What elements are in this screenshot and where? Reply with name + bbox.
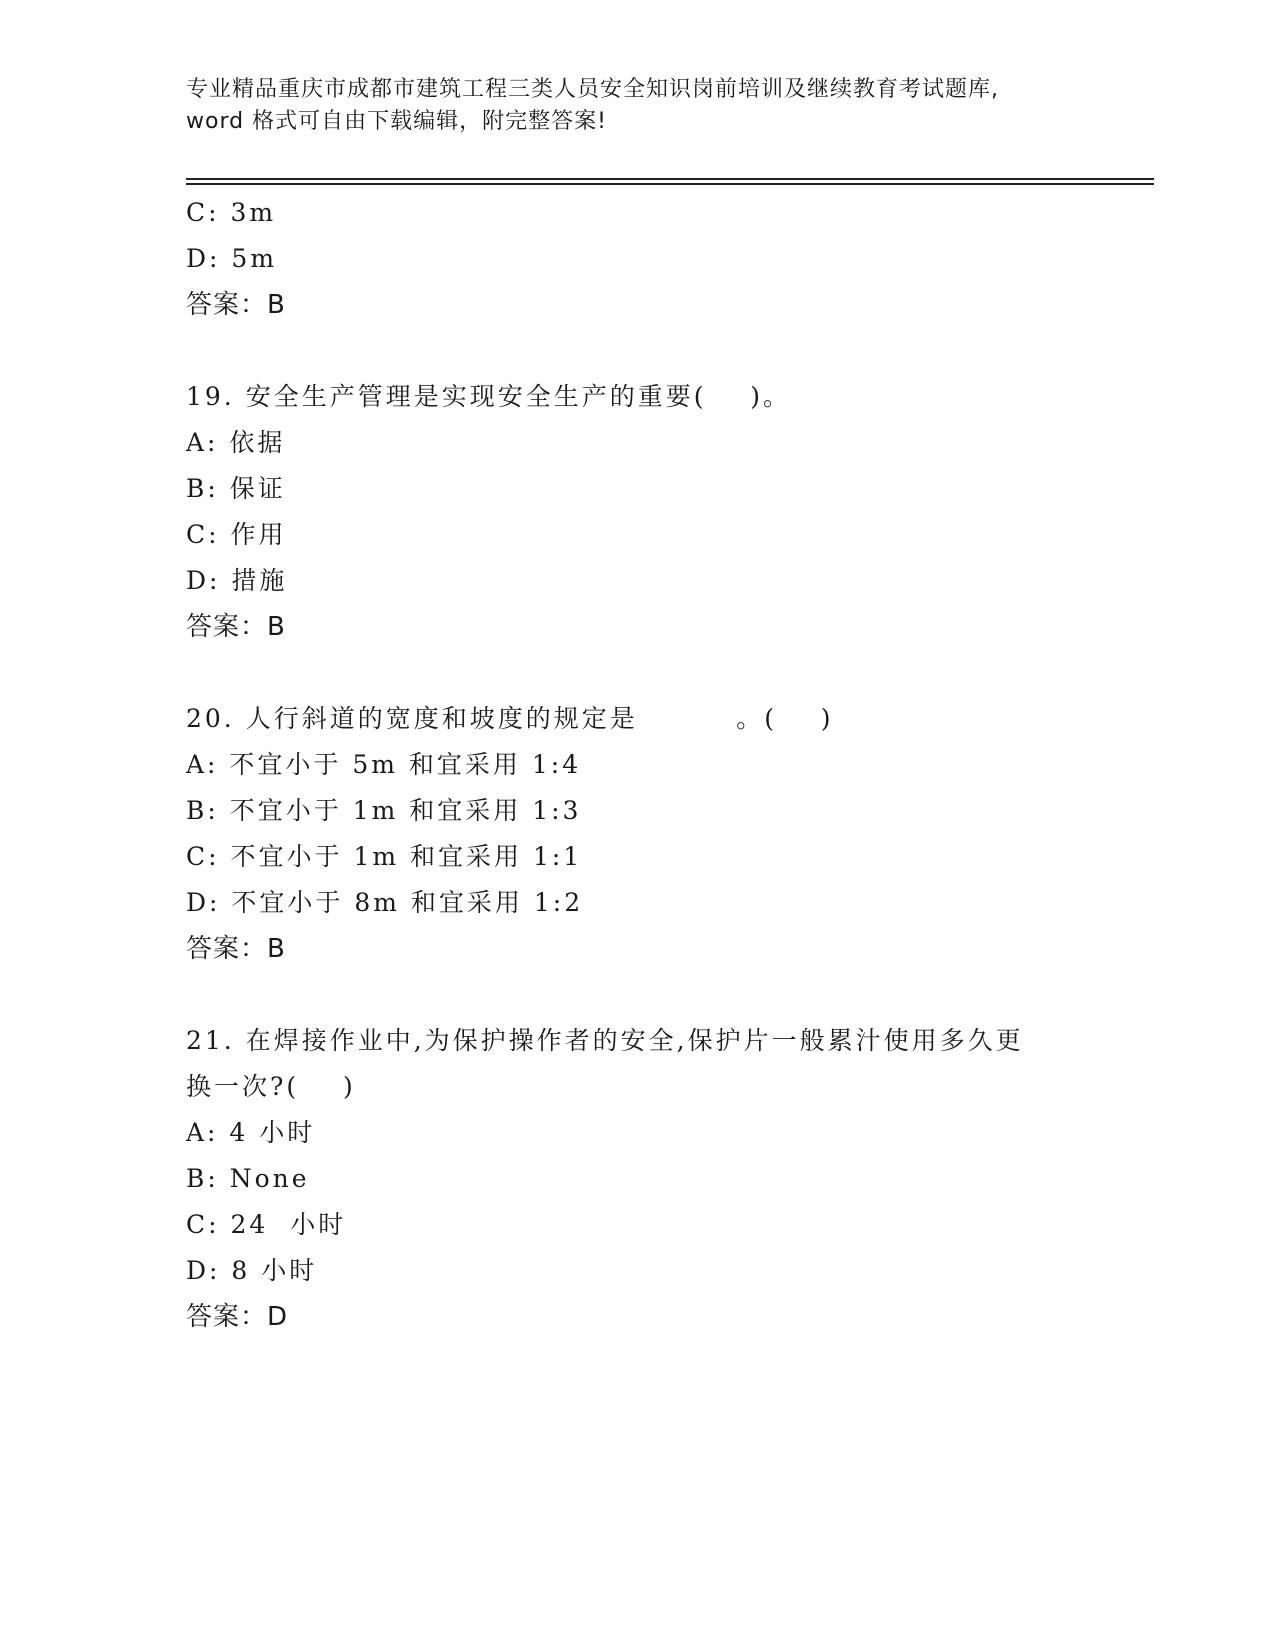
header-rule-top [186,178,1154,180]
prev-question [186,190,1146,328]
header-line-2: word 格式可自由下载编辑，附完整答案! [186,109,607,134]
answer: 答案：B [186,934,286,964]
question-20 [186,696,1146,972]
question-text: 20. 人行斜道的宽度和坡度的规定是 。( ) [186,704,834,733]
question-19 [186,374,1146,650]
option-a: A: 不宜小于 5m 和宜采用 1:4 [186,750,582,779]
header-rule-bottom [186,183,1154,185]
option-d: D: 措施 [186,566,288,595]
option-d: D: 8 小时 [186,1256,318,1285]
spacer [186,972,1146,1018]
option-c: C: 3m [186,198,277,227]
document-header [186,74,1086,138]
answer: 答案：B [186,290,286,320]
option-b: B: 不宜小于 1m 和宜采用 1:3 [186,796,582,825]
option-a: A: 4 小时 [186,1118,316,1147]
option-c: C: 作用 [186,520,287,549]
option-d: D: 不宜小于 8m 和宜采用 1:2 [186,888,584,917]
option-c: C: 24 小时 [186,1210,347,1239]
question-text: 21. 在焊接作业中,为保护操作者的安全,保护片一般累汁使用多久更 [186,1026,1024,1055]
option-b: B: 保证 [186,474,286,503]
option-c: C: 不宜小于 1m 和宜采用 1:1 [186,842,583,871]
question-list [186,190,1146,1340]
option-b: B: None [186,1164,310,1193]
question-text: 19. 安全生产管理是实现安全生产的重要( )。 [186,382,792,411]
answer: 答案：B [186,612,286,642]
question-21 [186,1018,1146,1340]
option-d: D: 5m [186,244,278,273]
answer: 答案：D [186,1302,289,1332]
spacer [186,650,1146,696]
option-a: A: 依据 [186,428,286,457]
question-text-continued: 换一次?( ) [186,1072,356,1101]
spacer [186,328,1146,374]
header-line-1: 专业精品重庆市成都市建筑工程三类人员安全知识岗前培训及继续教育考试题库, [186,77,999,102]
